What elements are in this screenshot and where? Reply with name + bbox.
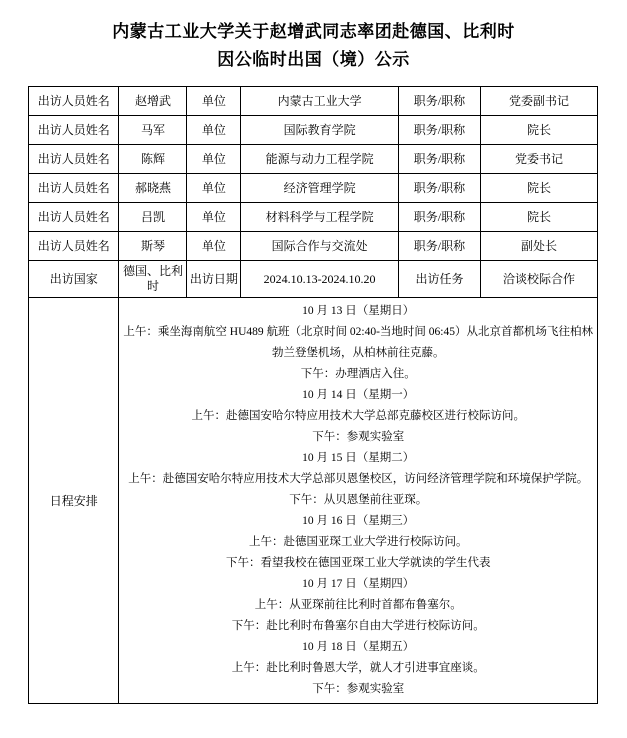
schedule-line: 10 月 15 日（星期二） [302,452,415,464]
post-value: 党委副书记 [481,87,598,116]
schedule-line: 10 月 17 日（星期四） [302,578,415,590]
schedule-line: 上午：赴德国亚琛工业大学进行校际访问。 [248,536,468,548]
schedule-line: 下午：从贝恩堡前往亚琛。 [289,494,428,506]
unit-label: 单位 [187,174,241,203]
schedule-line: 下午：看望我校在德国亚琛工业大学就读的学生代表 [225,557,491,569]
schedule-line: 10 月 18 日（星期五） [302,641,415,653]
schedule-line: 上午：赴德国安哈尔特应用技术大学总部贝恩堡校区，访问经济管理学院和环境保护学院。 [128,473,589,485]
table-row [29,116,598,145]
page-title-line-2: 因公临时出国（境）公示 [217,50,410,69]
schedule-line: 10 月 13 日（星期日） [302,305,415,317]
name-label: 出访人员姓名 [29,87,119,116]
schedule-line: 下午：参观实验室 [312,683,405,695]
unit-label: 单位 [187,145,241,174]
post-value: 院长 [481,116,598,145]
page-title-line-1: 内蒙古工业大学关于赵增武同志率团赴德国、比利时 [112,22,515,41]
name-value: 吕凯 [119,203,187,232]
schedule-line: 上午：乘坐海南航空 HU489 航班（北京时间 02:40-当地时间 06:45）从北京首都机场飞往柏林勃兰登堡机场，从柏林前往克藤。 [123,326,593,359]
schedule-label: 日程安排 [29,298,119,704]
table-row [29,145,598,174]
schedule-line: 下午：赴比利时布鲁塞尔自由大学进行校际访问。 [231,620,485,632]
country-label: 出访国家 [29,261,119,298]
name-value: 郝晓燕 [119,174,187,203]
name-value: 赵增武 [119,87,187,116]
unit-value: 内蒙古工业大学 [241,87,398,116]
public-notice-table [28,86,598,704]
unit-value: 国际合作与交流处 [241,232,398,261]
post-value: 院长 [481,174,598,203]
name-label: 出访人员姓名 [29,174,119,203]
name-label: 出访人员姓名 [29,203,119,232]
unit-value: 经济管理学院 [241,174,398,203]
name-value: 马军 [119,116,187,145]
schedule-line: 下午：办理酒店入住。 [300,368,416,380]
name-label: 出访人员姓名 [29,145,119,174]
task-value: 洽谈校际合作 [481,261,598,298]
table-row [29,232,598,261]
name-value: 陈辉 [119,145,187,174]
unit-value: 国际教育学院 [241,116,398,145]
post-value: 院长 [481,203,598,232]
date-label: 出访日期 [187,261,241,298]
unit-value: 材料科学与工程学院 [241,203,398,232]
name-value: 斯琴 [119,232,187,261]
table-row [29,203,598,232]
post-label: 职务/职称 [398,203,480,232]
table-body [29,87,598,704]
unit-label: 单位 [187,87,241,116]
table-row [29,174,598,203]
table-row-country [29,261,598,298]
name-label: 出访人员姓名 [29,232,119,261]
post-label: 职务/职称 [398,232,480,261]
schedule-line: 下午：参观实验室 [312,431,405,443]
post-label: 职务/职称 [398,145,480,174]
name-label: 出访人员姓名 [29,116,119,145]
unit-value: 能源与动力工程学院 [241,145,398,174]
date-value: 2024.10.13-2024.10.20 [241,261,398,298]
unit-label: 单位 [187,232,241,261]
task-label: 出访任务 [398,261,480,298]
schedule-line: 上午：赴德国安哈尔特应用技术大学总部克藤校区进行校际访问。 [191,410,525,422]
country-value: 德国、比利时 [119,261,187,298]
table-row-schedule [29,298,598,704]
post-label: 职务/职称 [398,87,480,116]
unit-label: 单位 [187,116,241,145]
schedule-line: 上午：赴比利时鲁恩大学，就人才引进事宜座谈。 [231,662,485,674]
table-row [29,87,598,116]
post-value: 党委书记 [481,145,598,174]
schedule-line: 上午：从亚琛前往比利时首都布鲁塞尔。 [254,599,462,611]
post-label: 职务/职称 [398,174,480,203]
post-value: 副处长 [481,232,598,261]
page-title [28,18,599,74]
post-label: 职务/职称 [398,116,480,145]
schedule-body [119,298,598,704]
unit-label: 单位 [187,203,241,232]
schedule-line: 10 月 14 日（星期一） [302,389,415,401]
schedule-line: 10 月 16 日（星期三） [302,515,415,527]
